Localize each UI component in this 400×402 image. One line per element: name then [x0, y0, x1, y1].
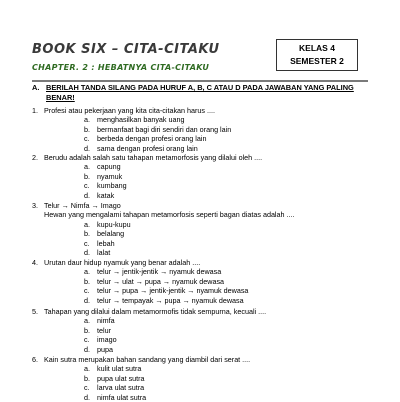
- option-text: katak: [97, 190, 115, 200]
- option-letter: c.: [84, 383, 90, 393]
- option-c: [84, 239, 372, 248]
- option-text: nimfa: [97, 316, 115, 326]
- option-b: [84, 229, 372, 238]
- option-text: nimfa ulat sutra: [97, 392, 147, 402]
- option-text: sama dengan profesi orang lain: [97, 143, 198, 153]
- section-letter: A.: [32, 83, 40, 92]
- option-text: kupu-kupu: [97, 219, 131, 229]
- option-letter: d.: [84, 392, 90, 402]
- question-number: 3.: [32, 201, 38, 210]
- option-d: [84, 296, 372, 305]
- option-text: bermanfaat bagi diri sendiri dan orang lain: [97, 124, 232, 134]
- option-b: [84, 326, 372, 335]
- question-text: Telur → Nimfa → Imago: [44, 201, 121, 210]
- option-letter: a.: [84, 115, 90, 125]
- option-text: berbeda dengan profesi orang lain: [97, 134, 207, 144]
- question-subtext: Hewan yang mengalami tahapan metamorfosis seperti bagan diatas adalah ....: [44, 210, 295, 220]
- option-letter: a.: [84, 267, 90, 277]
- question-text: Profesi atau pekerjaan yang kita cita-citakan harus ....: [44, 106, 215, 115]
- question-number: 5.: [32, 307, 38, 316]
- question-1: [32, 106, 372, 153]
- question-text: Tahapan yang dilalui dalam metamormofis tidak sempurna, kecuali ....: [44, 307, 267, 316]
- question-text: Kain sutra merupakan bahan sandang yang diambil dari serat ....: [44, 355, 251, 364]
- option-letter: a.: [84, 162, 90, 172]
- section-instruction: [32, 83, 362, 103]
- worksheet-header: [0, 0, 400, 84]
- question-2: [32, 153, 372, 200]
- option-text: telur → tempayak → pupa → nyamuk dewasa: [97, 295, 244, 305]
- question-3: [32, 201, 372, 257]
- option-a: [84, 220, 372, 229]
- option-text: lebah: [97, 238, 115, 248]
- option-c: [84, 335, 372, 344]
- class-box: [276, 39, 358, 71]
- option-letter: b.: [84, 276, 90, 286]
- option-b: [84, 277, 372, 286]
- question-5: [32, 307, 372, 354]
- option-text: larva ulat sutra: [97, 383, 145, 393]
- option-text: menghasilkan banyak uang: [97, 115, 185, 125]
- option-text: belalang: [97, 229, 125, 239]
- option-letter: d.: [84, 248, 90, 258]
- option-d: [84, 248, 372, 257]
- option-a: [84, 162, 372, 171]
- question-text: Berudu adalah salah satu tahapan metamorfosis yang dilalui oleh ....: [44, 153, 263, 162]
- option-letter: a.: [84, 316, 90, 326]
- option-letter: b.: [84, 373, 90, 383]
- book-title: BOOK SIX – CITA-CITAKU: [32, 42, 220, 57]
- option-a: [84, 115, 372, 124]
- class-label: KELAS 4: [299, 43, 335, 53]
- option-letter: a.: [84, 219, 90, 229]
- option-text: pupa ulat sutra: [97, 373, 145, 383]
- option-c: [84, 134, 372, 143]
- question-number: 4.: [32, 258, 38, 267]
- option-letter: c.: [84, 335, 90, 345]
- question-text: Urutan daur hidup nyamuk yang benar adalah ....: [44, 258, 201, 267]
- question-number: 2.: [32, 153, 38, 162]
- option-d: [84, 144, 372, 153]
- option-text: telur → jentik-jentik → nyamuk dewasa: [97, 267, 222, 277]
- chapter-title: CHAPTER. 2 : HEBATNYA CITA-CITAKU: [32, 63, 210, 72]
- option-d: [84, 345, 372, 354]
- option-text: nyamuk: [97, 171, 123, 181]
- option-b: [84, 125, 372, 134]
- option-letter: b.: [84, 325, 90, 335]
- option-text: kulit ulat sutra: [97, 364, 142, 374]
- question-number: 1.: [32, 106, 38, 115]
- option-c: [84, 181, 372, 190]
- question-4: [32, 258, 372, 305]
- option-letter: d.: [84, 190, 90, 200]
- option-letter: b.: [84, 229, 90, 239]
- option-b: [84, 374, 372, 383]
- option-letter: a.: [84, 364, 90, 374]
- option-letter: b.: [84, 171, 90, 181]
- option-b: [84, 172, 372, 181]
- option-text: lalat: [97, 248, 111, 258]
- option-letter: b.: [84, 124, 90, 134]
- option-a: [84, 364, 372, 373]
- option-letter: d.: [84, 143, 90, 153]
- option-letter: c.: [84, 181, 90, 191]
- option-d: [84, 191, 372, 200]
- option-letter: c.: [84, 286, 90, 296]
- semester-label: SEMESTER 2: [290, 56, 344, 66]
- option-c: [84, 383, 372, 392]
- option-text: kumbang: [97, 181, 127, 191]
- option-text: imago: [97, 335, 117, 345]
- option-d: [84, 393, 372, 402]
- question-6: [32, 355, 372, 402]
- option-text: telur: [97, 325, 111, 335]
- option-text: pupa: [97, 344, 113, 354]
- option-text: telur → ulat → pupa → nyamuk dewasa: [97, 276, 225, 286]
- header-divider: [32, 80, 368, 82]
- option-c: [84, 286, 372, 295]
- option-text: telur → pupa → jentik-jentik → nyamuk dewasa: [97, 286, 249, 296]
- question-number: 6.: [32, 355, 38, 364]
- option-letter: c.: [84, 238, 90, 248]
- option-a: [84, 267, 372, 276]
- option-text: capung: [97, 162, 121, 172]
- option-letter: c.: [84, 134, 90, 144]
- option-letter: d.: [84, 344, 90, 354]
- option-letter: d.: [84, 295, 90, 305]
- instruction-text: BERILAH TANDA SILANG PADA HURUF A, B, C ATAU D PADA JAWABAN YANG PALING BENAR!: [46, 83, 354, 102]
- option-a: [84, 316, 372, 325]
